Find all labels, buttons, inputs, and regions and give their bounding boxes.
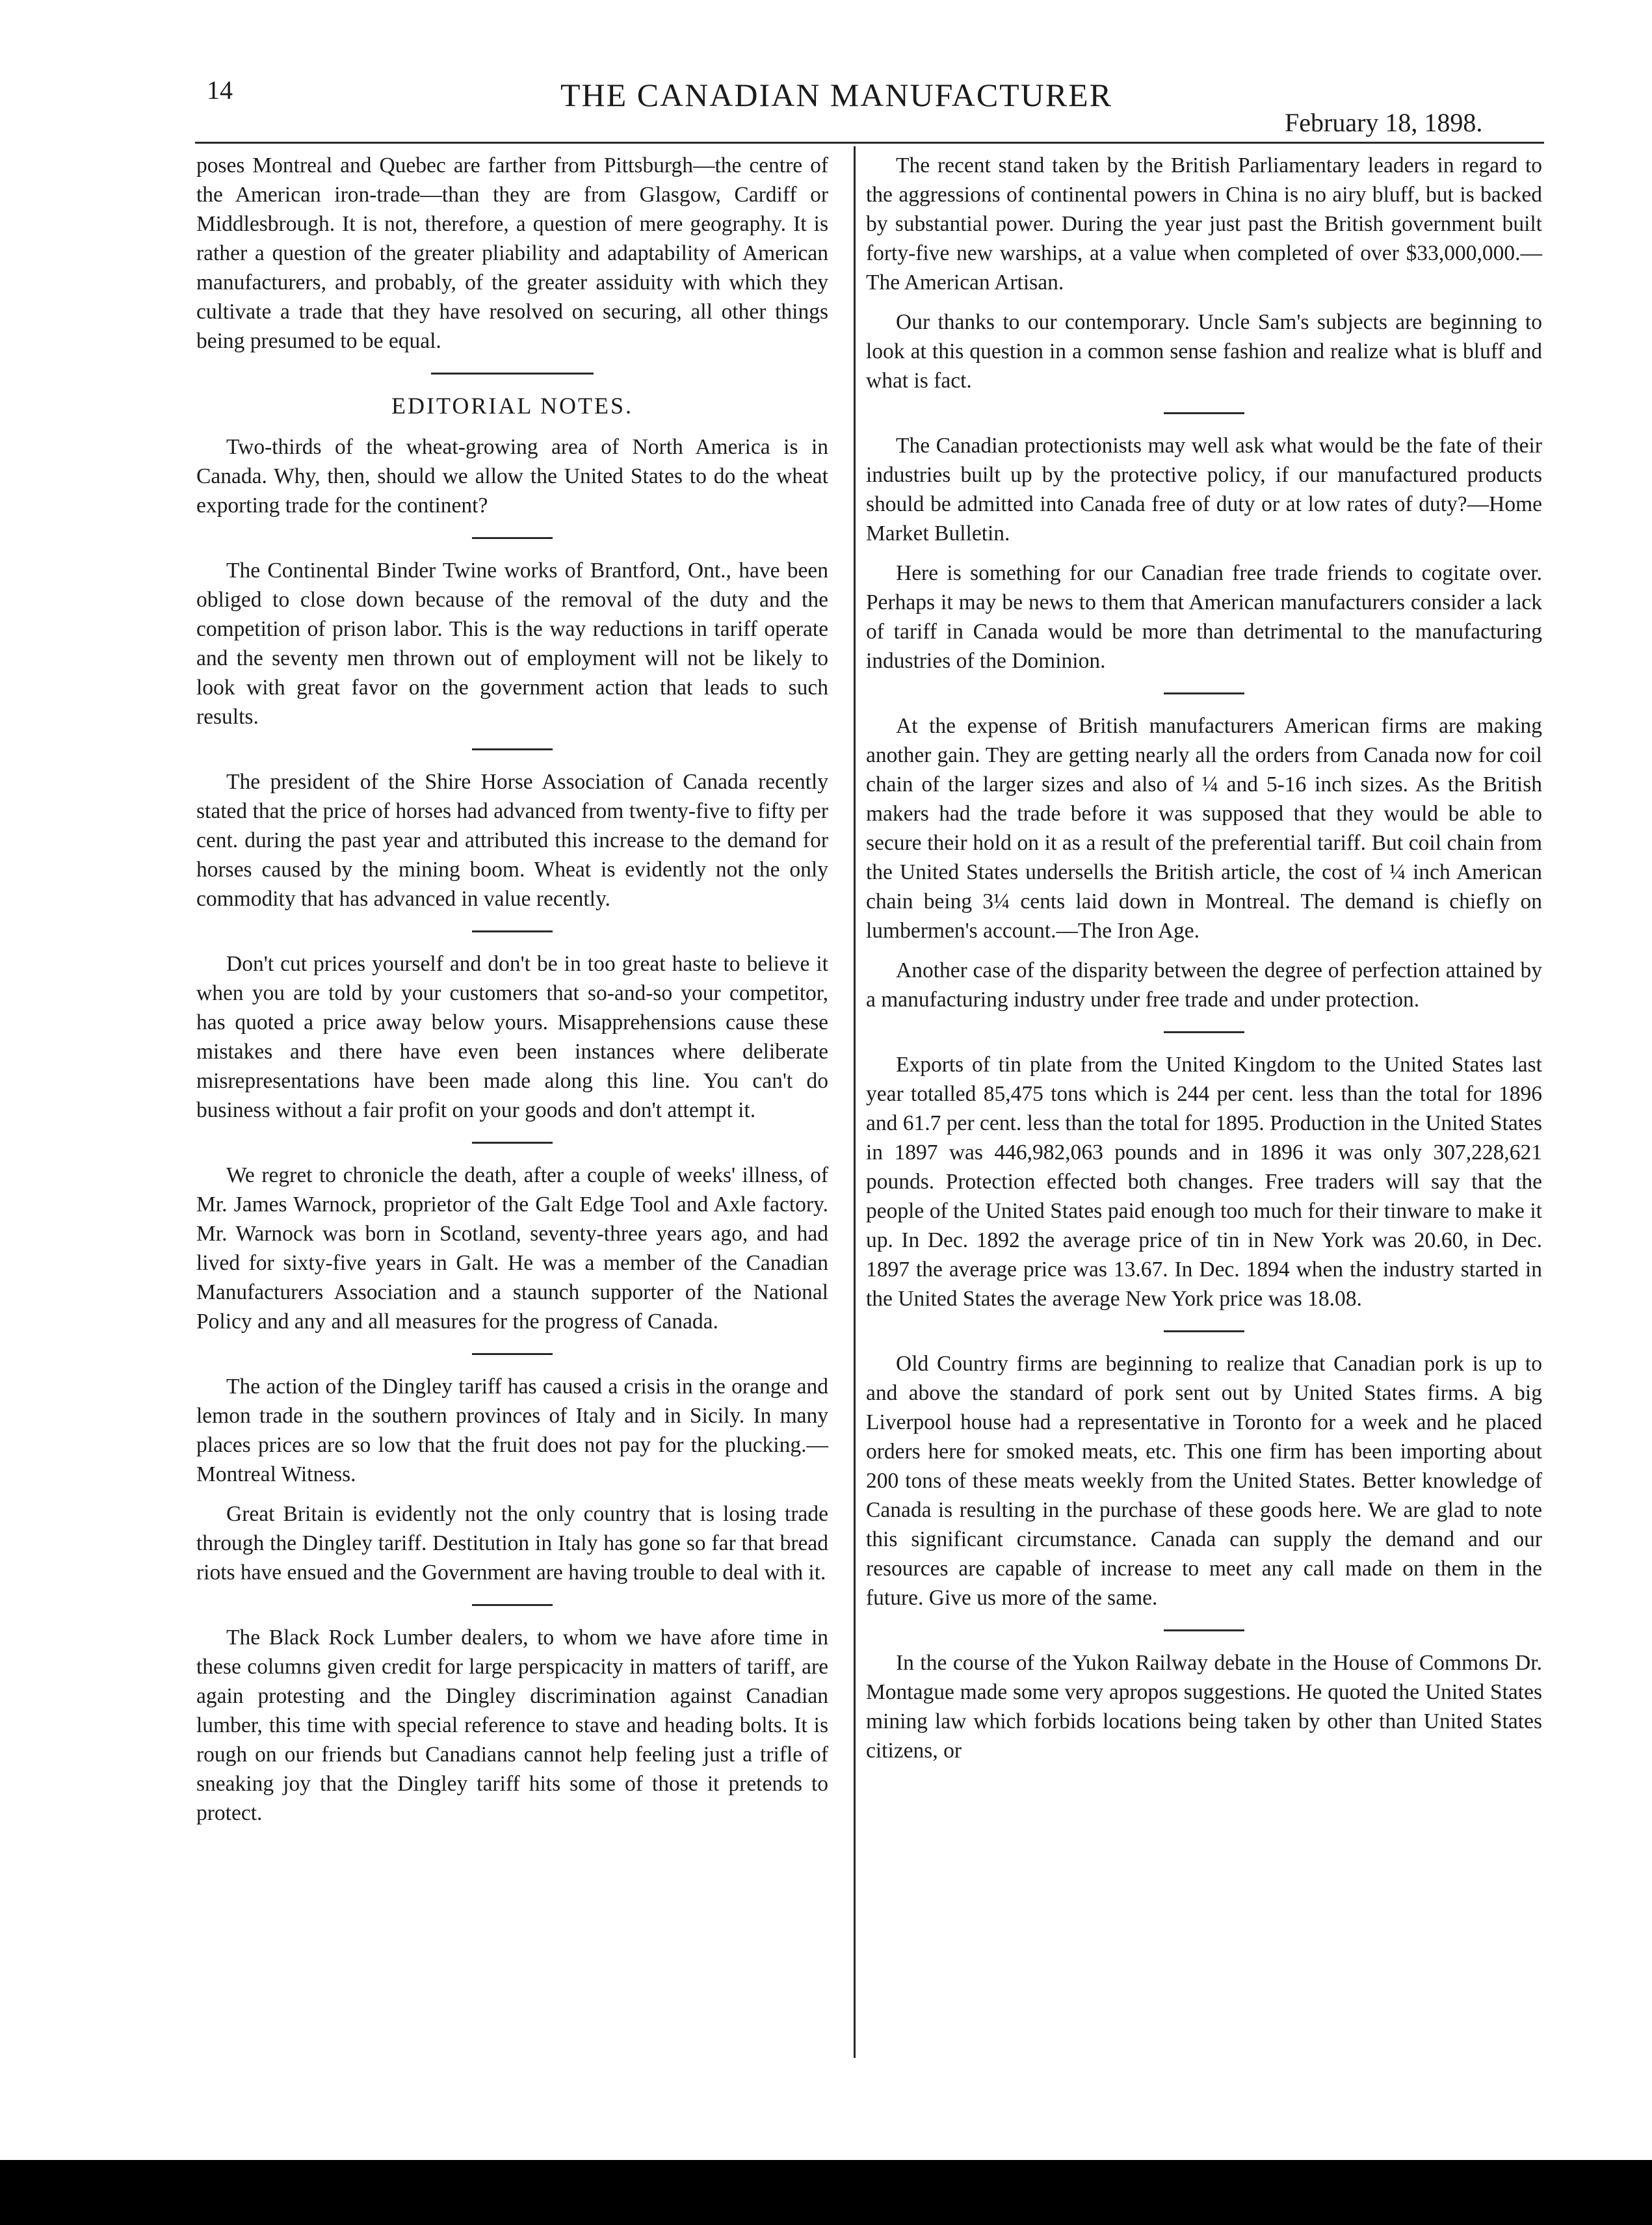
note-separator xyxy=(472,748,553,750)
right-column xyxy=(866,151,1542,1776)
note-pork: Old Country firms are beginning to realize that Canadian pork is up to and above the standard of pork sent out by United States firms. A big Liverpool house had a representative in Toronto for a week and he placed orders here for smoked meats, etc. This one firm has been importing about 200 tons of these meats weekly from the United States. Better knowledge of Canada is resulting in the purchase of these goods here. We are glad to note this significant circumstance. Canada can supply the demand and our resources are capable of increase to meet any call made on them in the future. Give us more of the same. xyxy=(866,1352,1542,1610)
note-separator xyxy=(472,930,553,932)
note-protectionists: The Canadian protectionists may well ask what would be the fate of their industries built up by the protective policy, if our manufactured products should be admitted into Canada free of duty or at low rates of duty?—Home Market Bulletin. xyxy=(866,434,1542,546)
note-great-britain: Great Britain is evidently not the only country that is losing trade through the Dingley tariff. Destitution in Italy has gone so far that bread riots have ensued and the Government are having trouble to deal with it. xyxy=(196,1502,828,1585)
note-separator xyxy=(472,1353,553,1355)
note-coil-chain: At the expense of British manufacturers American firms are making another gain. They are getting nearly all the orders from Canada now for coil chain of the larger sizes and also of ¼ and 5-16 inch sizes. As the British makers had the trade before it was supposed that they would be able to secure their hold on it as a result of the preferential tariff. But coil chain from the United States undersells the British article, the cost of ¼ inch American chain being 3¼ cents laid down in Montreal. The demand is chiefly on lumbermen's account.—The Iron Age. xyxy=(866,714,1542,943)
note-thanks: Our thanks to our contemporary. Uncle Sam's subjects are beginning to look at this question in a common sense fashion and realize what is bluff and what is fact. xyxy=(866,310,1542,393)
note-separator xyxy=(1164,1330,1244,1332)
note-prices: Don't cut prices yourself and don't be in too great haste to believe it when you are told by your customers that so-and-so your competitor, has quoted a price away below yours. Misapprehensions cause these mistakes and there have even been instances where deliberate misrepresentations have been made along this line. You can't do business without a fair profit on your goods and don't attempt it. xyxy=(196,952,828,1122)
note-shire-horse: The president of the Shire Horse Association of Canada recently stated that the price of horses had advanced from twenty-five to fifty per cent. during the past year and attributed this increase to the demand for horses caused by the mining boom. Wheat is evidently not the only commodity that has advanced in value recently. xyxy=(196,770,828,911)
column-divider xyxy=(854,146,856,2058)
page-header xyxy=(0,62,1652,140)
issue-date: February 18, 1898. xyxy=(1285,108,1483,137)
note-dingley-italy: The action of the Dingley tariff has caused a crisis in the orange and lemon trade in the southern provinces of Italy and in Sicily. In many places prices are so low that the fruit does not pay for the plucking.—Montreal Witness. xyxy=(196,1375,828,1486)
note-free-trade: Here is something for our Canadian free trade friends to cogitate over. Perhaps it may be news to them that American manufacturers consider a lack of tariff in Canada would be more than detrimental to the manufacturing industries of the Dominion. xyxy=(866,561,1542,673)
note-binder-twine: The Continental Binder Twine works of Brantford, Ont., have been obliged to close down because of the removal of the duty and the competition of prison labor. This is the way reductions in tariff operate and the seventy men thrown out of employment will not be likely to look with great favor on the government action that leads to such results. xyxy=(196,559,828,729)
section-rule xyxy=(431,373,594,375)
note-separator xyxy=(472,1142,553,1144)
header-rule xyxy=(195,142,1544,144)
note-separator xyxy=(472,537,553,539)
scan-bottom-border xyxy=(0,2160,1652,2225)
note-black-rock: The Black Rock Lumber dealers, to whom we have afore time in these columns given credit for large perspicacity in matters of tariff, are again protesting and the Dingley discrimination against Canadian lumber, this time with special reference to stave and heading bolts. It is rough on our friends but Canadians cannot help feeling just a trifle of sneaking joy that the Dingley tariff hits some of those it pretends to protect. xyxy=(196,1626,828,1825)
note-separator xyxy=(472,1604,553,1606)
note-separator xyxy=(1164,1629,1244,1631)
note-obituary: We regret to chronicle the death, after a couple of weeks' illness, of Mr. James Warnock, proprietor of the Galt Edge Tool and Axle factory. Mr. Warnock was born in Scotland, seventy-three years ago, and had lived for sixty-five years in Galt. He was a member of the Canadian Manufacturers Association and a staunch supporter of the National Policy and any and all measures for the progress of Canada. xyxy=(196,1163,828,1334)
note-british-warships: The recent stand taken by the British Parliamentary leaders in regard to the aggressions of continental powers in China is no airy bluff, but is backed by substantial power. During the year just past the British government built forty-five new warships, at a value when completed of over $33,000,000.—The American Artisan. xyxy=(866,153,1542,295)
note-tin-plate: Exports of tin plate from the United Kingdom to the United States last year totalled 85,475 tons which is 244 per cent. less than the total for 1896 and 61.7 per cent. less than the total for 1895. Production in the United States in 1897 was 446,982,063 pounds and in 1896 it was only 307,228,621 pounds. Protection effected both changes. Free traders will say that the people of the United States paid enough too much for their tinware to make it up. In Dec. 1892 the average price of tin in New York was 20.60, in Dec. 1897 the average price was 13.67. In Dec. 1894 when the industry started in the United States the average New York price was 18.08. xyxy=(866,1053,1542,1311)
masthead-title: THE CANADIAN MANUFACTURER xyxy=(560,77,1113,113)
note-separator xyxy=(1164,412,1244,414)
note-wheat: Two-thirds of the wheat-growing area of North America is in Canada. Why, then, should we allow the United States to do the wheat exporting trade for the continent? xyxy=(196,435,828,518)
left-column xyxy=(196,151,828,1838)
section-heading: EDITORIAL NOTES. xyxy=(391,393,633,419)
note-disparity: Another case of the disparity between the degree of perfection attained by a manufacturing industry under free trade and under protection. xyxy=(866,958,1542,1012)
article-continuation: poses Montreal and Quebec are farther from Pittsburgh—the centre of the American iron-trade—than they are from Glasgow, Cardiff or Middlesbrough. It is not, therefore, a question of mere geography. It is rather a question of the greater pliability and adaptability of American manufacturers, and probably, of the greater assiduity with which they cultivate a trade that they have resolved on securing, all other things being presumed to be equal. xyxy=(196,153,828,353)
note-separator xyxy=(1164,692,1244,694)
note-yukon: In the course of the Yukon Railway debate in the House of Commons Dr. Montague made some very apropos suggestions. He quoted the United States mining law which forbids locations being taken by other than United States citizens, or xyxy=(866,1651,1542,1763)
page-number: 14 xyxy=(207,75,233,105)
note-separator xyxy=(1164,1031,1244,1033)
